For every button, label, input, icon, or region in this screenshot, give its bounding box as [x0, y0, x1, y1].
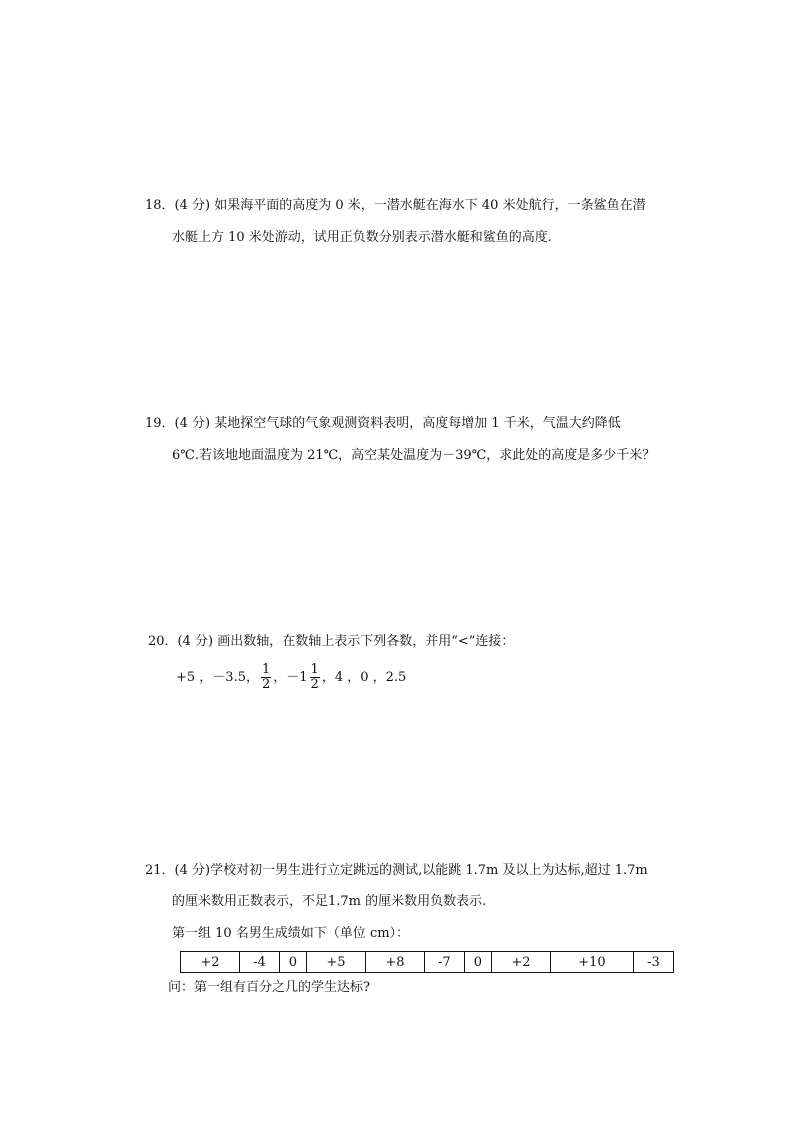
score-cell: -4 — [239, 952, 279, 973]
q19-line2: 6℃.若该地地面温度为 21℃，高空某处温度为－39℃，求此处的高度是多少千米？ — [172, 448, 656, 463]
score-cell: 0 — [464, 952, 491, 973]
score-cell: +2 — [181, 952, 240, 973]
q20-n1: +5 ，－3.5， — [176, 670, 259, 685]
q20-fraction2-numerator: 1 — [310, 662, 319, 677]
q18-line2: 水艇上方 10 米处游动，试用正负数分别表示潜水艇和鲨鱼的高度. — [172, 230, 552, 245]
table-row — [181, 952, 674, 973]
q21-line3: 第一组 10 名男生成绩如下（单位 cm）： — [172, 926, 410, 941]
score-cell: 0 — [279, 952, 306, 973]
q18-line1: 18．(4 分) 如果海平面的高度为 0 米，一潜水艇在海水下 40 米处航行，一条鲨鱼在潜 — [145, 198, 646, 213]
q21-line2: 的厘米数用正数表示，不足1.7m 的厘米数用负数表示. — [172, 894, 487, 909]
score-cell: -3 — [633, 952, 673, 973]
score-cell: +2 — [491, 952, 550, 973]
q21-score-table — [180, 951, 674, 973]
q20-fraction2-denominator: 2 — [310, 677, 319, 692]
q20-fraction-numerator: 1 — [261, 662, 271, 677]
q20-fraction-half — [261, 663, 271, 692]
q20-fraction-mixed — [310, 663, 320, 692]
q20-fraction-denominator: 2 — [261, 677, 271, 692]
score-cell: +5 — [307, 952, 366, 973]
q21-question: 问：第一组有百分之几的学生达标? — [168, 980, 370, 995]
q19-line1: 19．(4 分) 某地探空气球的气象观测资料表明，高度每增加 1 千米，气温大约降低 — [145, 416, 621, 431]
q20-number-list — [176, 662, 406, 694]
q20-line1: 20．(4 分) 画出数轴，在数轴上表示下列各数，并用“<”连接： — [148, 634, 515, 649]
score-cell: -7 — [424, 952, 464, 973]
score-cell: +10 — [550, 952, 633, 973]
q20-sep1: ，－1 — [273, 670, 308, 685]
q20-rest: ，4 ，0 ，2.5 — [321, 670, 407, 685]
q21-line1: 21．(4 分)学校对初一男生进行立定跳远的测试,以能跳 1.7m 及以上为达标,超过 1.7m — [145, 863, 648, 878]
score-cell: +8 — [365, 952, 424, 973]
